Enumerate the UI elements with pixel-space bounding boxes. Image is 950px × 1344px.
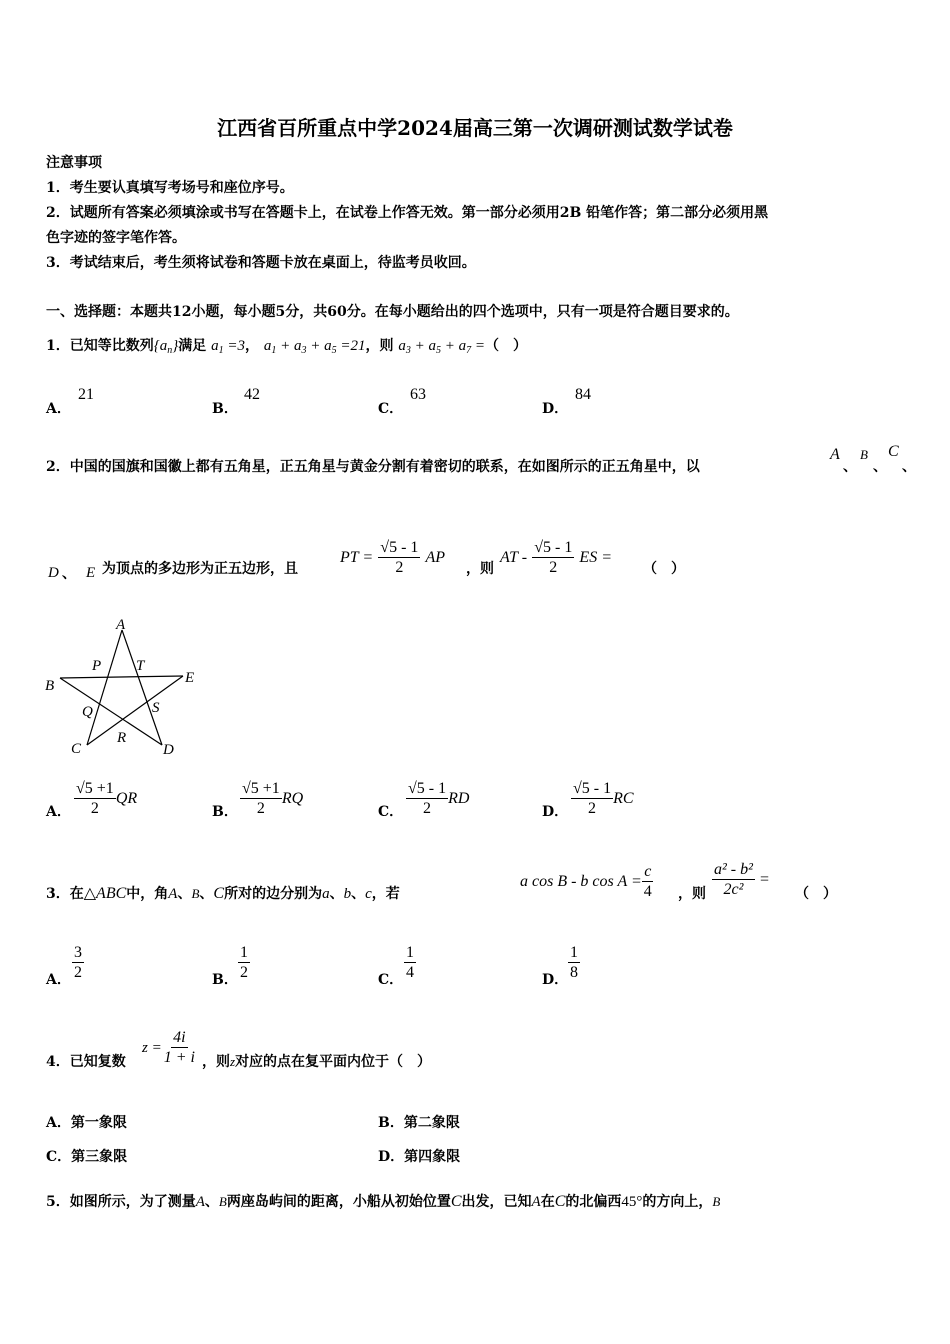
q2-option-c[interactable]: C． bbox=[378, 804, 404, 820]
q1-option-c-value: 63 bbox=[410, 386, 426, 403]
q1-option-b-value: 42 bbox=[244, 386, 260, 403]
star-edge-bd bbox=[60, 678, 162, 745]
question-1: 1．已知等比数列$\{a_n\}$满足 $a_1 =3$， $a_1 + a_3 + a_5 =21$，则 $a_3 + a_5 + a_7$ =（ ） bbox=[46, 338, 527, 356]
notice-item-3: 3．考试结束后，考生须将试卷和答题卡放在桌面上，待监考员收回。 bbox=[46, 255, 476, 271]
q2-vertex-b: B bbox=[860, 447, 868, 462]
q2-option-d[interactable]: D． bbox=[542, 804, 569, 820]
q2-option-d-value: $\frac{√5 - 1}{2}$ RC bbox=[573, 780, 634, 817]
q3-option-c[interactable]: C． bbox=[378, 972, 404, 988]
label-a: A bbox=[116, 617, 126, 633]
label-e: E bbox=[185, 670, 195, 686]
q3-expression: $\frac{\text{a² - b²}}{\text{2c²}}$ = bbox=[714, 861, 770, 898]
q4-text: ，则z对应的点在复平面内位于（ ） bbox=[202, 1054, 432, 1070]
q4-expression: z = $\frac{4i}{1 + i}$ bbox=[142, 1029, 195, 1066]
q2-vertex-c: C bbox=[888, 443, 899, 460]
q2-vertex-a: A bbox=[830, 446, 840, 463]
q3-then: ，则 bbox=[678, 886, 706, 902]
q1-option-c[interactable]: C． bbox=[378, 401, 404, 417]
section-heading: 一、选择题：本题共12小题，每小题5分，共60分。在每小题给出的四个选项中，只有一项是符合题目要求的。 bbox=[46, 304, 739, 320]
q4-option-d[interactable]: D．第四象限 bbox=[378, 1149, 461, 1165]
page-title: 江西省百所重点中学2024届高三第一次调研测试数学试卷 bbox=[217, 116, 733, 140]
q1-option-b[interactable]: B． bbox=[212, 401, 238, 417]
q1-option-d[interactable]: D． bbox=[542, 401, 569, 417]
q3-option-d-value: $\frac{1}{8}$ bbox=[570, 944, 578, 981]
notice-heading: 注意事项 bbox=[46, 155, 102, 171]
label-b: B bbox=[45, 678, 55, 694]
q2-option-b-value: $\frac{√5 +1}{2}$ RQ bbox=[242, 780, 304, 817]
q2-vertex-e: E bbox=[86, 565, 96, 581]
question-5: 5．如图所示，为了测量A、B两座岛屿间的距离，小船从初始位置C出发，已知A在C的北偏西45°的方向上，B bbox=[46, 1193, 721, 1210]
notice-item-2: 2．试题所有答案必须填涂或书写在答题卡上，在试卷上作答无效。第一部分必须用2B 铅笔作答；第二部分必须用黑 bbox=[46, 205, 769, 221]
notice-item-2-cont: 色字迹的签字笔作答。 bbox=[46, 230, 186, 246]
label-q: Q bbox=[82, 704, 93, 720]
label-t: T bbox=[136, 658, 145, 674]
q2-blank: （ ） bbox=[643, 561, 685, 577]
question-2-line1: 2．中国的国旗和国徽上都有五角星，正五角星与黄金分割有着密切的联系，在如图所示的正五角星中，以 bbox=[46, 459, 700, 475]
label-s: S bbox=[152, 700, 160, 716]
q4-option-c[interactable]: C．第三象限 bbox=[46, 1149, 128, 1165]
q3-option-a[interactable]: A． bbox=[46, 972, 71, 988]
q2-vertex-d: D bbox=[48, 565, 59, 581]
q2-sep-2: 、 bbox=[873, 459, 887, 475]
star-edge-ad bbox=[122, 630, 162, 745]
q3-condition: a cos B - b cos A = $\frac{c}{4}$ bbox=[520, 863, 652, 900]
q2-sep-1: 、 bbox=[843, 459, 857, 475]
q3-option-b-value: $\frac{1}{2}$ bbox=[240, 944, 248, 981]
q2-expression: AT - $\frac{√5 - 1}{2}$ ES = bbox=[500, 539, 612, 576]
q1-option-a-value: 21 bbox=[78, 386, 94, 403]
q2-option-a-value: $\frac{√5 +1}{2}$ QR bbox=[76, 780, 138, 817]
question-4-start: 4．已知复数 bbox=[46, 1054, 126, 1070]
q3-option-a-value: $\frac{3}{2}$ bbox=[74, 944, 82, 981]
q1-option-a[interactable]: A． bbox=[46, 401, 71, 417]
label-c: C bbox=[71, 741, 82, 757]
star-edge-ec bbox=[87, 676, 183, 745]
q2-sep-4: 、 bbox=[62, 566, 76, 582]
star-edge-be bbox=[60, 676, 183, 678]
q3-option-c-value: $\frac{1}{4}$ bbox=[406, 944, 414, 981]
label-d: D bbox=[163, 742, 174, 758]
star-edge-ac bbox=[87, 630, 122, 745]
q3-option-d[interactable]: D． bbox=[542, 972, 569, 988]
q4-option-a[interactable]: A．第一象限 bbox=[46, 1115, 127, 1131]
notice-item-1: 1．考生要认真填写考场号和座位序号。 bbox=[46, 180, 294, 196]
q2-option-b[interactable]: B． bbox=[212, 804, 238, 820]
label-r: R bbox=[117, 730, 127, 746]
pentagram-figure bbox=[40, 612, 210, 762]
q2-option-c-value: $\frac{√5 - 1}{2}$ RD bbox=[408, 780, 470, 817]
q2-sep-3: 、 bbox=[902, 459, 916, 475]
q1-option-d-value: 84 bbox=[575, 386, 591, 403]
q2-condition: PT = $\frac{√5 - 1}{2}$ AP bbox=[340, 539, 446, 576]
q3-option-b[interactable]: B． bbox=[212, 972, 238, 988]
q2-option-a[interactable]: A． bbox=[46, 804, 71, 820]
q4-option-b[interactable]: B．第二象限 bbox=[378, 1115, 460, 1131]
q2-text-2: 为顶点的多边形为正五边形，且 bbox=[102, 561, 298, 577]
question-3: 3．在△ABC中，角A、B、C所对的边分别为a、b、c，若 bbox=[46, 885, 400, 902]
q3-blank: （ ） bbox=[795, 886, 837, 902]
label-p: P bbox=[92, 658, 102, 674]
q2-then: ，则 bbox=[466, 561, 494, 577]
